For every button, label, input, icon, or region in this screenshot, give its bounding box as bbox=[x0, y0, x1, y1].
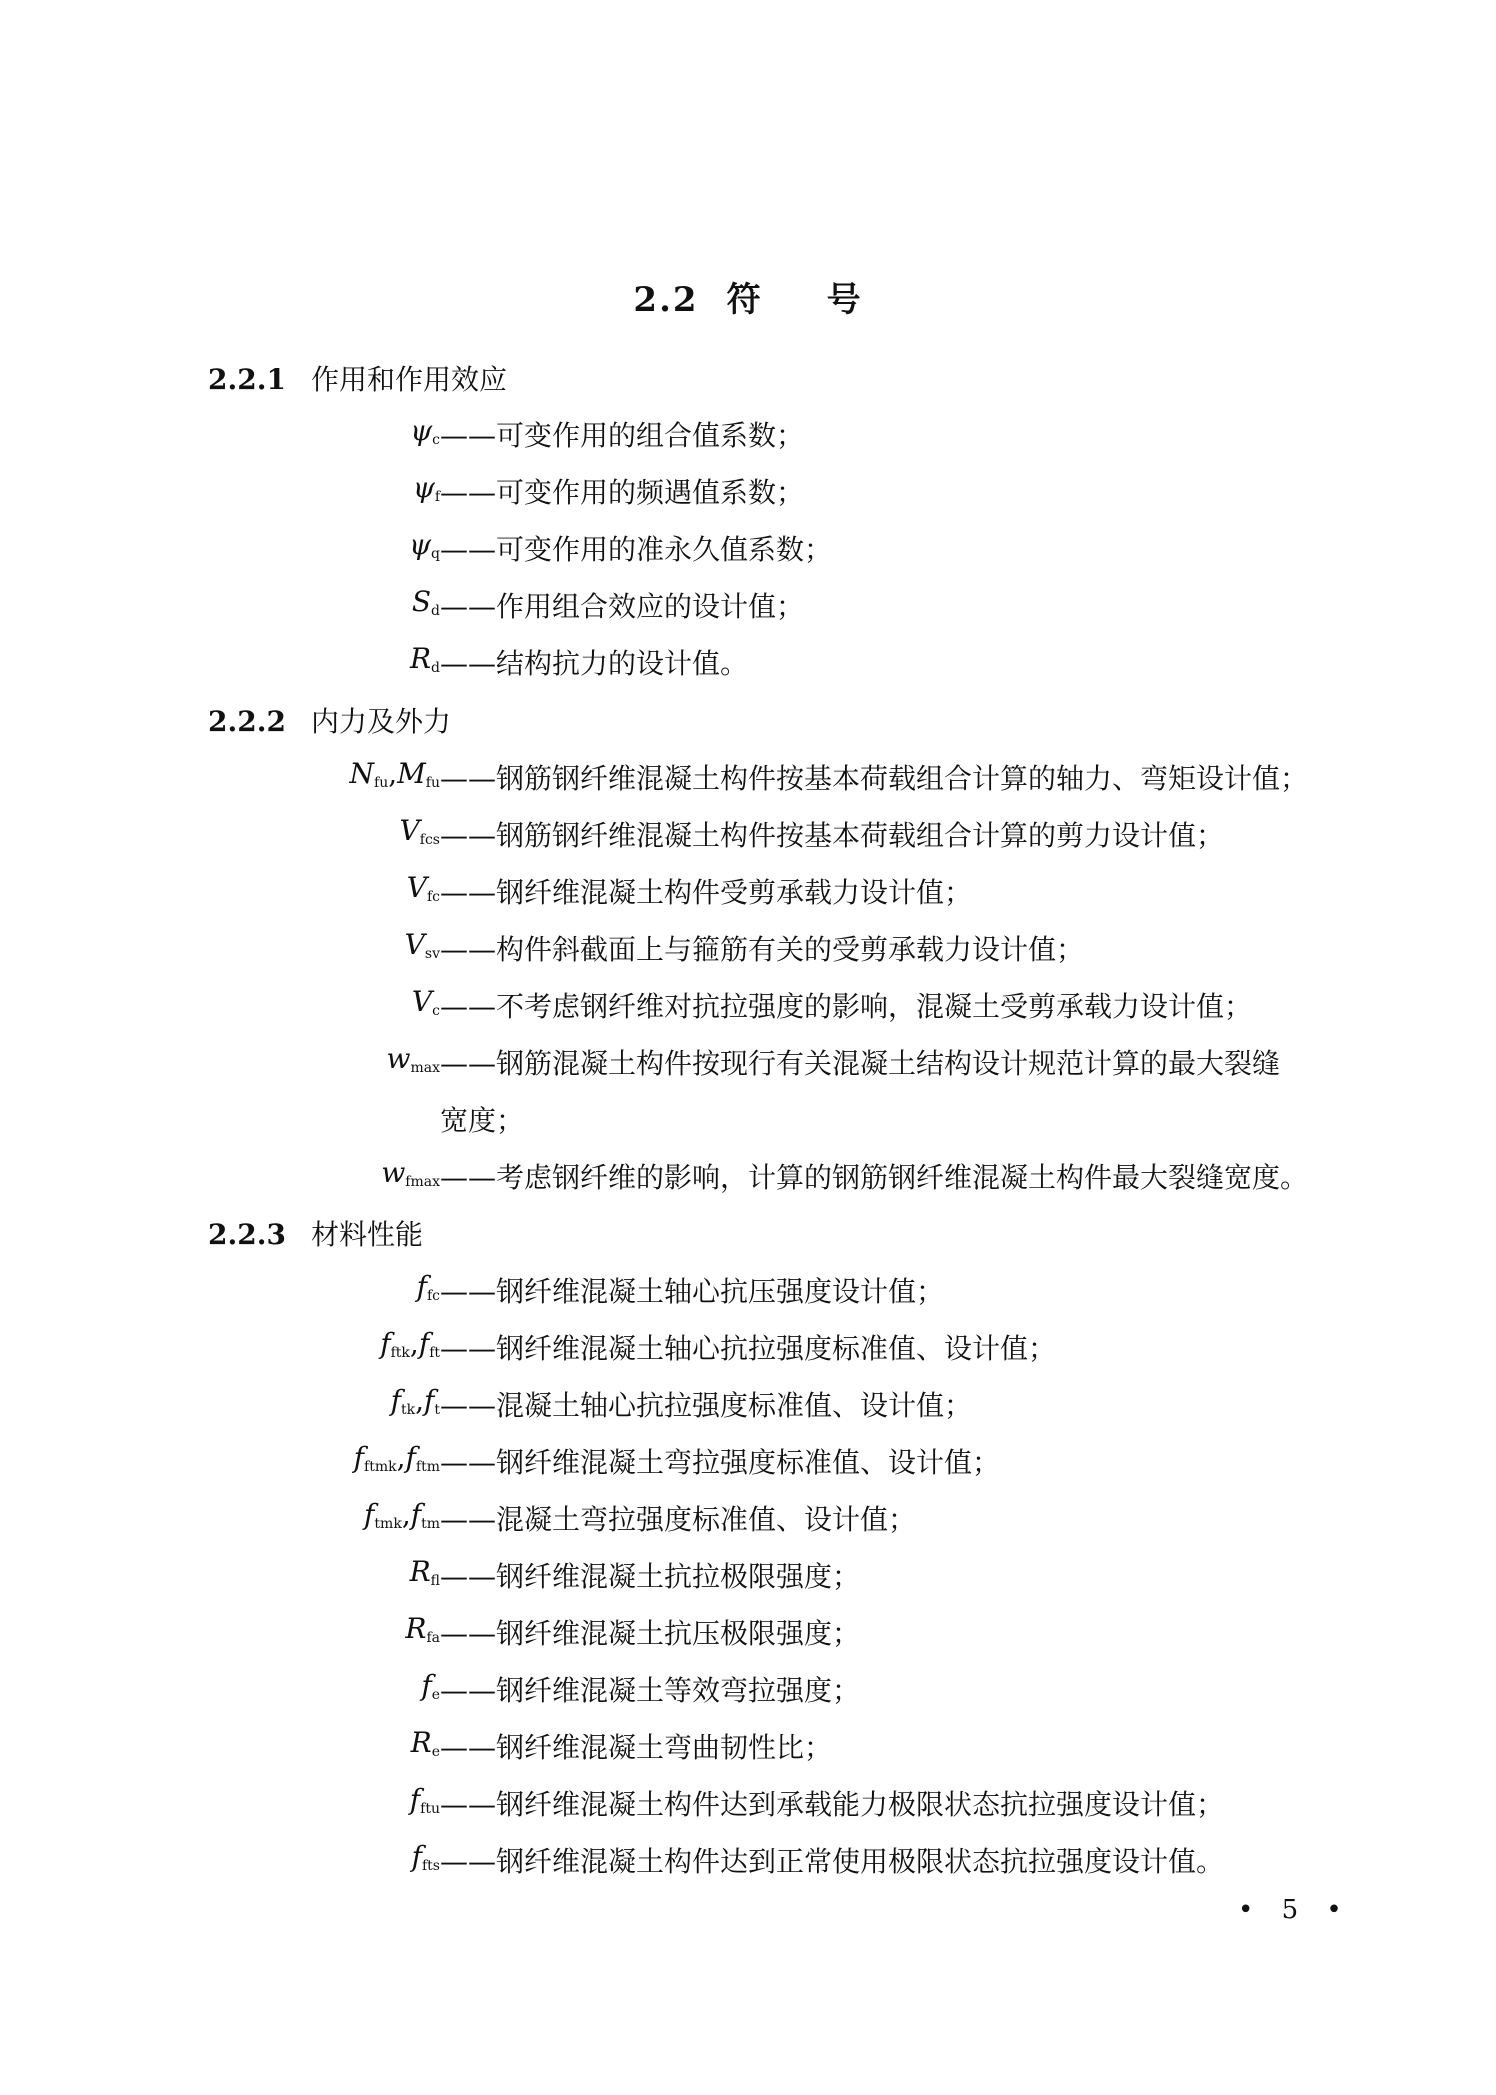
symbol-entry bbox=[0, 1270, 440, 1310]
symbol-entry bbox=[0, 1156, 440, 1196]
symbol-entry bbox=[0, 1042, 440, 1082]
symbol: $f_e$ bbox=[421, 1669, 440, 1703]
symbol-definition: ——钢筋钢纤维混凝土构件按基本荷载组合计算的剪力设计值； bbox=[440, 819, 1225, 852]
section-number: 2.2.3 bbox=[208, 1218, 286, 1251]
symbol-definition: ——混凝土轴心抗拉强度标准值、设计值； bbox=[440, 1389, 973, 1422]
symbol: $\psi_q$ bbox=[409, 528, 440, 562]
symbol-definition: ——考虑钢纤维的影响，计算的钢筋钢纤维混凝土构件最大裂缝宽度。 bbox=[440, 1161, 1309, 1194]
symbol: $f_{ftu}$ bbox=[409, 1783, 440, 1817]
symbol: $f_{ftmk},f_{ftm}$ bbox=[353, 1441, 440, 1475]
symbol: $w_{fmax}$ bbox=[381, 1156, 440, 1190]
symbol-entry bbox=[0, 1441, 440, 1481]
symbol: $f_{fts}$ bbox=[411, 1840, 440, 1874]
symbol: $R_{fl}$ bbox=[409, 1555, 440, 1589]
symbol-definition: ——结构抗力的设计值。 bbox=[440, 647, 749, 680]
symbol: $R_d$ bbox=[409, 642, 440, 676]
symbol-definition: ——可变作用的准永久值系数； bbox=[440, 533, 833, 566]
symbol-entry bbox=[0, 1384, 440, 1424]
section-number: 2.2.2 bbox=[208, 705, 286, 738]
title-char-1: 符 bbox=[726, 280, 763, 320]
symbol-entry bbox=[0, 1726, 440, 1766]
page-title bbox=[0, 272, 1496, 321]
symbol-definition: ——钢筋混凝土构件按现行有关混凝土结构设计规范计算的最大裂缝 bbox=[440, 1047, 1281, 1080]
symbol-definition: ——钢纤维混凝土构件达到承载能力极限状态抗拉强度设计值； bbox=[440, 1788, 1225, 1821]
symbol-entry bbox=[0, 1498, 440, 1538]
symbol-definition: ——钢筋钢纤维混凝土构件按基本荷载组合计算的轴力、弯矩设计值； bbox=[440, 762, 1309, 795]
symbol-definition: ——钢纤维混凝土轴心抗压强度设计值； bbox=[440, 1275, 945, 1308]
symbol: $V_{fc}$ bbox=[406, 871, 440, 905]
symbol-definition: ——混凝土弯拉强度标准值、设计值； bbox=[440, 1503, 917, 1536]
symbol: $\psi_c$ bbox=[410, 414, 440, 448]
symbol-definition: ——钢纤维混凝土构件达到正常使用极限状态抗拉强度设计值。 bbox=[440, 1845, 1225, 1878]
symbol-entry bbox=[0, 1669, 440, 1709]
symbol: $V_{fcs}$ bbox=[399, 814, 440, 848]
symbol: $V_c$ bbox=[411, 985, 440, 1019]
symbol: $f_{tmk},f_{tm}$ bbox=[364, 1498, 440, 1532]
page-number: • 5 • bbox=[1238, 1895, 1352, 1925]
symbol-entry bbox=[0, 871, 440, 911]
symbol-entry bbox=[0, 1327, 440, 1367]
section-heading bbox=[208, 358, 507, 398]
symbol-entry bbox=[0, 985, 440, 1025]
title-char-2: 号 bbox=[826, 280, 863, 320]
symbol: $R_{fa}$ bbox=[405, 1612, 440, 1646]
section-label: 材料性能 bbox=[311, 1218, 424, 1251]
symbol: $f_{tk},f_t$ bbox=[390, 1384, 440, 1418]
symbol-definition: ——钢纤维混凝土等效弯拉强度； bbox=[440, 1674, 861, 1707]
symbol-definition: ——钢纤维混凝土弯拉强度标准值、设计值； bbox=[440, 1446, 1001, 1479]
symbol-definition: ——不考虑钢纤维对抗拉强度的影响，混凝土受剪承载力设计值； bbox=[440, 990, 1253, 1023]
symbol-definition: ——可变作用的组合值系数； bbox=[440, 419, 805, 452]
symbol-entry bbox=[0, 471, 440, 511]
symbol: $\psi_f$ bbox=[412, 471, 440, 505]
symbol-entry bbox=[0, 642, 440, 682]
symbol: $w_{max}$ bbox=[386, 1042, 440, 1076]
symbol: $S_d$ bbox=[411, 585, 440, 619]
symbol-entry bbox=[0, 757, 440, 797]
symbol-entry bbox=[0, 1840, 440, 1880]
symbol-definition-continued: 宽度； bbox=[440, 1104, 525, 1137]
symbol: $V_{sv}$ bbox=[404, 928, 440, 962]
symbol-definition: ——可变作用的频遇值系数； bbox=[440, 476, 805, 509]
symbol-definition: ——钢纤维混凝土构件受剪承载力设计值； bbox=[440, 876, 973, 909]
section-heading bbox=[208, 700, 451, 740]
symbol: $f_{ftk},f_{ft}$ bbox=[380, 1327, 440, 1361]
symbol-definition: ——钢纤维混凝土抗压极限强度； bbox=[440, 1617, 861, 1650]
symbol-definition: ——作用组合效应的设计值； bbox=[440, 590, 805, 623]
symbol-entry bbox=[0, 1612, 440, 1652]
symbol-entry bbox=[0, 414, 440, 454]
section-label: 作用和作用效应 bbox=[311, 363, 508, 396]
symbol: $R_e$ bbox=[410, 1726, 440, 1760]
symbol-entry bbox=[0, 1783, 440, 1823]
symbol-definition: ——构件斜截面上与箍筋有关的受剪承载力设计值； bbox=[440, 933, 1085, 966]
section-number: 2.2.1 bbox=[208, 363, 286, 396]
symbol-definition: ——钢纤维混凝土轴心抗拉强度标准值、设计值； bbox=[440, 1332, 1057, 1365]
section-label: 内力及外力 bbox=[311, 705, 452, 738]
symbol: $N_{fu},M_{fu}$ bbox=[349, 757, 440, 791]
symbol-entry bbox=[0, 814, 440, 854]
symbol-definition: ——钢纤维混凝土抗拉极限强度； bbox=[440, 1560, 861, 1593]
symbol: $f_{fc}$ bbox=[416, 1270, 440, 1304]
symbol-entry bbox=[0, 528, 440, 568]
symbol-entry bbox=[0, 928, 440, 968]
symbol-definition: ——钢纤维混凝土弯曲韧性比； bbox=[440, 1731, 833, 1764]
symbol-entry bbox=[0, 1555, 440, 1595]
title-number: 2.2 bbox=[633, 280, 699, 320]
section-heading bbox=[208, 1213, 423, 1253]
symbol-entry bbox=[0, 585, 440, 625]
